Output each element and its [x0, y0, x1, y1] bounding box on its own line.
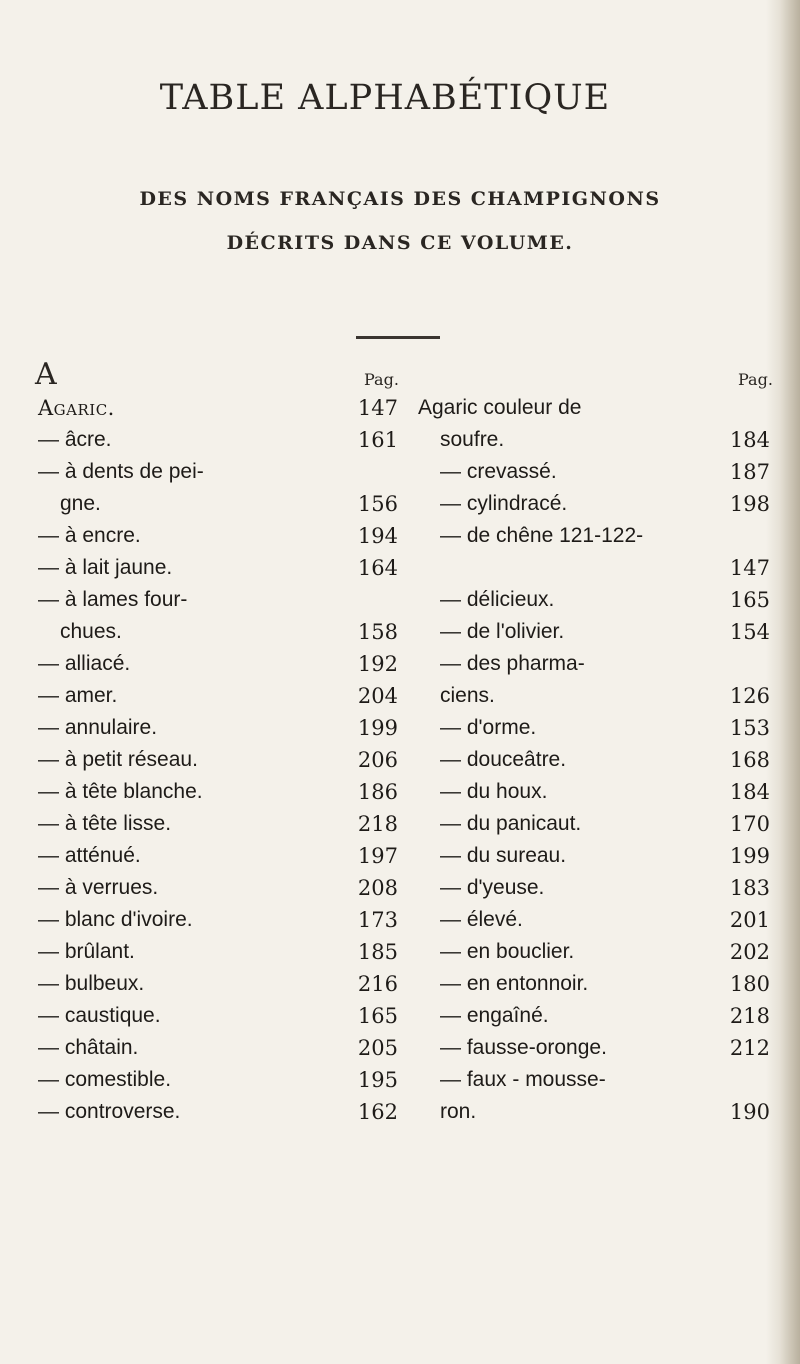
entry-term: — à verrues.	[38, 876, 159, 899]
index-entry	[38, 872, 398, 904]
entry-term: — de chêne 121-122-	[440, 524, 644, 547]
entry-page-number: 218	[357, 812, 398, 836]
entry-term: — d'orme.	[440, 716, 537, 739]
index-entry	[38, 712, 398, 744]
entry-page-number: 218	[729, 1004, 770, 1028]
entry-term: — alliacé.	[38, 652, 131, 675]
entry-page-number: 199	[357, 716, 398, 740]
entry-page-number: 195	[357, 1068, 398, 1092]
entry-page-number: 201	[729, 908, 770, 932]
index-entry	[418, 648, 770, 680]
entry-page-number: 216	[357, 972, 398, 996]
entry-page-number: 158	[357, 620, 398, 644]
index-entry	[38, 1096, 398, 1128]
index-entry	[418, 584, 770, 616]
entry-term: — du sureau.	[440, 844, 567, 867]
entry-page-number: 156	[357, 492, 398, 516]
index-entry	[418, 1000, 770, 1032]
index-entry	[38, 776, 398, 808]
index-entry	[418, 968, 770, 1000]
entry-page-number: 183	[729, 876, 770, 900]
index-entry	[38, 744, 398, 776]
entry-term: — à tête lisse.	[38, 812, 172, 835]
entry-page-number: 194	[357, 524, 398, 548]
page-subtitle-line-1: DES NOMS FRANÇAIS DES CHAMPIGNONS	[139, 188, 661, 210]
entry-page-number: 185	[357, 940, 398, 964]
entry-term: — bulbeux.	[38, 972, 145, 995]
index-entry	[418, 424, 770, 456]
entry-page-number: 164	[357, 556, 398, 580]
index-entry	[418, 456, 770, 488]
entry-term: — caustique.	[38, 1004, 161, 1027]
index-column-left	[38, 392, 398, 1128]
entry-term: gne.	[60, 492, 101, 515]
entry-page-number: 205	[357, 1036, 398, 1060]
index-entry	[418, 680, 770, 712]
index-entry	[38, 904, 398, 936]
entry-term: — châtain.	[38, 1036, 139, 1059]
entry-term: — à lames four-	[38, 588, 188, 611]
index-entry	[38, 488, 398, 520]
entry-term: — à tête blanche.	[38, 780, 203, 803]
index-entry	[418, 808, 770, 840]
entry-term: — blanc d'ivoire.	[38, 908, 193, 931]
entry-page-number: 154	[729, 620, 770, 644]
divider-rule	[356, 336, 440, 339]
index-entry	[418, 520, 770, 552]
entry-page-number: 202	[729, 940, 770, 964]
index-entry	[38, 392, 398, 424]
entry-page-number: 212	[729, 1036, 770, 1060]
entry-page-number: 173	[357, 908, 398, 932]
entry-page-number: 184	[729, 780, 770, 804]
index-entry	[38, 840, 398, 872]
index-entry	[418, 552, 770, 584]
index-entry	[418, 392, 770, 424]
index-entry	[418, 1032, 770, 1064]
index-entry	[418, 1064, 770, 1096]
entry-page-number: 180	[729, 972, 770, 996]
index-entry	[38, 936, 398, 968]
entry-page-number: 168	[729, 748, 770, 772]
entry-page-number: 186	[357, 780, 398, 804]
entry-term: soufre.	[440, 428, 505, 451]
index-entry	[38, 456, 398, 488]
entry-page-number: 147	[357, 396, 398, 420]
index-entry	[38, 424, 398, 456]
entry-page-number: 147	[729, 556, 770, 580]
entry-term: — délicieux.	[440, 588, 555, 611]
entry-page-number: 197	[357, 844, 398, 868]
entry-term: ciens.	[440, 684, 495, 707]
index-entry	[38, 808, 398, 840]
index-entry	[38, 680, 398, 712]
entry-page-number: 204	[357, 684, 398, 708]
index-entry	[38, 1064, 398, 1096]
entry-page-number: 165	[729, 588, 770, 612]
entry-term: — à petit réseau.	[38, 748, 198, 771]
entry-page-number: 162	[357, 1100, 398, 1124]
index-entry	[418, 936, 770, 968]
entry-term: — brûlant.	[38, 940, 135, 963]
entry-page-number: 153	[729, 716, 770, 740]
entry-term: — crevassé.	[440, 460, 557, 483]
entry-page-number: 184	[729, 428, 770, 452]
entry-term: — en bouclier.	[440, 940, 575, 963]
entry-term: — engaîné.	[440, 1004, 549, 1027]
index-entry	[418, 776, 770, 808]
index-entry	[418, 744, 770, 776]
entry-page-number: 161	[357, 428, 398, 452]
page-subtitle-line-2: DÉCRITS DANS CE VOLUME.	[226, 232, 574, 254]
index-entry	[418, 712, 770, 744]
entry-term: — à encre.	[38, 524, 141, 547]
page-title: TABLE ALPHABÉTIQUE	[159, 78, 611, 118]
entry-page-number: 187	[729, 460, 770, 484]
entry-term: — en entonnoir.	[440, 972, 589, 995]
index-entry	[38, 520, 398, 552]
index-entry	[38, 616, 398, 648]
entry-term: ron.	[440, 1100, 477, 1123]
index-entry	[418, 488, 770, 520]
index-column-right	[418, 392, 770, 1128]
index-entry	[38, 1032, 398, 1064]
entry-term: — fausse-oronge.	[440, 1036, 607, 1059]
entry-term: chues.	[60, 620, 122, 643]
entry-term: — d'yeuse.	[440, 876, 545, 899]
entry-page-number: 192	[357, 652, 398, 676]
section-letter: A	[35, 357, 57, 392]
page-column-header-left: Pag.	[364, 370, 399, 389]
index-entry	[418, 1096, 770, 1128]
index-entry	[38, 584, 398, 616]
entry-term: — des pharma-	[440, 652, 585, 675]
entry-page-number: 126	[729, 684, 770, 708]
entry-term: — amer.	[38, 684, 118, 707]
entry-term: — élevé.	[440, 908, 523, 931]
page-column-header-right: Pag.	[738, 370, 773, 389]
entry-page-number: 199	[729, 844, 770, 868]
index-entry	[418, 872, 770, 904]
entry-term: — du houx.	[440, 780, 548, 803]
entry-page-number: 190	[729, 1100, 770, 1124]
index-entry	[418, 840, 770, 872]
index-entry	[418, 616, 770, 648]
index-entry	[418, 904, 770, 936]
entry-page-number: 198	[729, 492, 770, 516]
entry-term: — annulaire.	[38, 716, 158, 739]
entry-term: Agaric.	[38, 396, 115, 420]
index-entry	[38, 648, 398, 680]
entry-term: — de l'olivier.	[440, 620, 565, 643]
index-entry	[38, 1000, 398, 1032]
entry-term: — à dents de pei-	[38, 460, 204, 483]
entry-term: Agaric couleur de	[418, 396, 582, 419]
entry-page-number: 170	[729, 812, 770, 836]
entry-term: — faux - mousse-	[440, 1068, 606, 1091]
entry-term: — atténué.	[38, 844, 141, 867]
index-entry	[38, 552, 398, 584]
index-entry	[38, 968, 398, 1000]
entry-term: — controverse.	[38, 1100, 181, 1123]
entry-page-number: 208	[357, 876, 398, 900]
entry-term: — du panicaut.	[440, 812, 582, 835]
entry-term: — douceâtre.	[440, 748, 567, 771]
entry-page-number: 206	[357, 748, 398, 772]
entry-term: — âcre.	[38, 428, 112, 451]
entry-term: — cylindracé.	[440, 492, 568, 515]
entry-page-number: 165	[357, 1004, 398, 1028]
entry-term: — à lait jaune.	[38, 556, 173, 579]
entry-term: — comestible.	[38, 1068, 172, 1091]
